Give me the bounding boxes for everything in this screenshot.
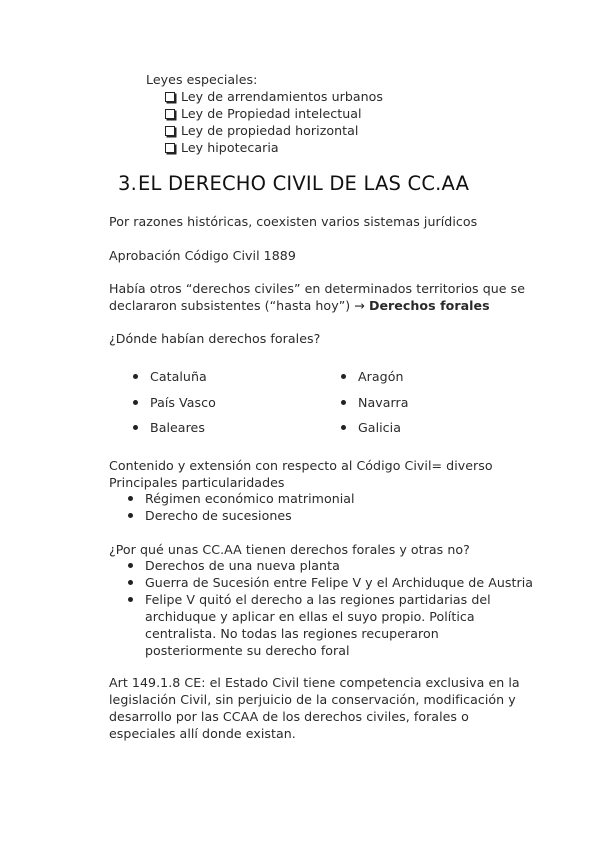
bullet-icon	[341, 400, 346, 405]
checkbox-icon	[165, 92, 175, 102]
ley-item: Ley hipotecaria	[181, 140, 279, 155]
region-item: Cataluña	[150, 369, 207, 384]
paragraph-razones: Por razones históricas, coexisten varios sistemas jurídicos	[109, 214, 478, 229]
bullet-icon	[128, 597, 133, 602]
bullet-icon	[128, 563, 133, 568]
particularidad-item: Régimen económico matrimonial	[145, 491, 355, 506]
porque-item-line: centralista. No todas las regiones recuperaron	[145, 626, 439, 641]
region-item: Baleares	[150, 420, 205, 435]
paragraph-art-line: desarrollo por las CCAA de los derechos civiles, forales o	[109, 709, 469, 724]
bullet-icon	[341, 425, 346, 430]
paragraph-donde: ¿Dónde habían derechos forales?	[109, 331, 321, 346]
bullet-icon	[341, 374, 346, 379]
region-item: Navarra	[358, 395, 409, 410]
ley-item: Ley de arrendamientos urbanos	[181, 89, 384, 104]
checkbox-icon	[165, 126, 175, 136]
checkbox-icon	[165, 109, 175, 119]
section-title: EL DERECHO CIVIL DE LAS CC.AA	[138, 172, 470, 195]
region-item: Aragón	[358, 369, 404, 384]
region-item: Galicia	[358, 420, 401, 435]
porque-item: Guerra de Sucesión entre Felipe V y el Archiduque de Austria	[145, 575, 534, 590]
bullet-icon	[133, 374, 138, 379]
paragraph-art-line: legislación Civil, sin perjuicio de la conservación, modificación y	[109, 692, 516, 707]
bullet-icon	[128, 513, 133, 518]
section-number: 3.	[118, 172, 138, 195]
derechos-forales-bold: Derechos forales	[368, 298, 490, 313]
checkbox-icon	[165, 143, 175, 153]
bullet-icon	[133, 400, 138, 405]
region-item: País Vasco	[150, 395, 216, 410]
paragraph-derechos-line2: declararon subsistentes (“hasta hoy”) → Derechos forales	[109, 298, 490, 313]
paragraph-art-line: especiales allí donde existan.	[109, 726, 296, 741]
bullet-icon	[133, 425, 138, 430]
paragraph-derechos-line1: Había otros “derechos civiles” en determinados territorios que se	[109, 281, 526, 296]
porque-item-line: Felipe V quitó el derecho a las regiones partidarias del	[145, 592, 491, 607]
bullet-icon	[128, 496, 133, 501]
paragraph-contenido: Contenido y extensión con respecto al Código Civil= diverso	[109, 458, 493, 473]
paragraph-porque: ¿Por qué unas CC.AA tienen derechos forales y otras no?	[109, 542, 470, 557]
porque-item: Derechos de una nueva planta	[145, 558, 340, 573]
leyes-especiales-heading: Leyes especiales:	[146, 72, 258, 87]
particularidad-item: Derecho de sucesiones	[145, 508, 292, 523]
paragraph-particularidades: Principales particularidades	[109, 475, 285, 490]
paragraph-art-line: Art 149.1.8 CE: el Estado Civil tiene competencia exclusiva en la	[109, 675, 520, 690]
porque-item-line: posteriormente su derecho foral	[145, 643, 350, 658]
paragraph-aprobacion: Aprobación Código Civil 1889	[109, 248, 296, 263]
ley-item: Ley de Propiedad intelectual	[181, 106, 362, 121]
bullet-icon	[128, 580, 133, 585]
porque-item-line: archiduque y aplicar en ellas el suyo propio. Política	[145, 609, 475, 624]
ley-item: Ley de propiedad horizontal	[181, 123, 359, 138]
